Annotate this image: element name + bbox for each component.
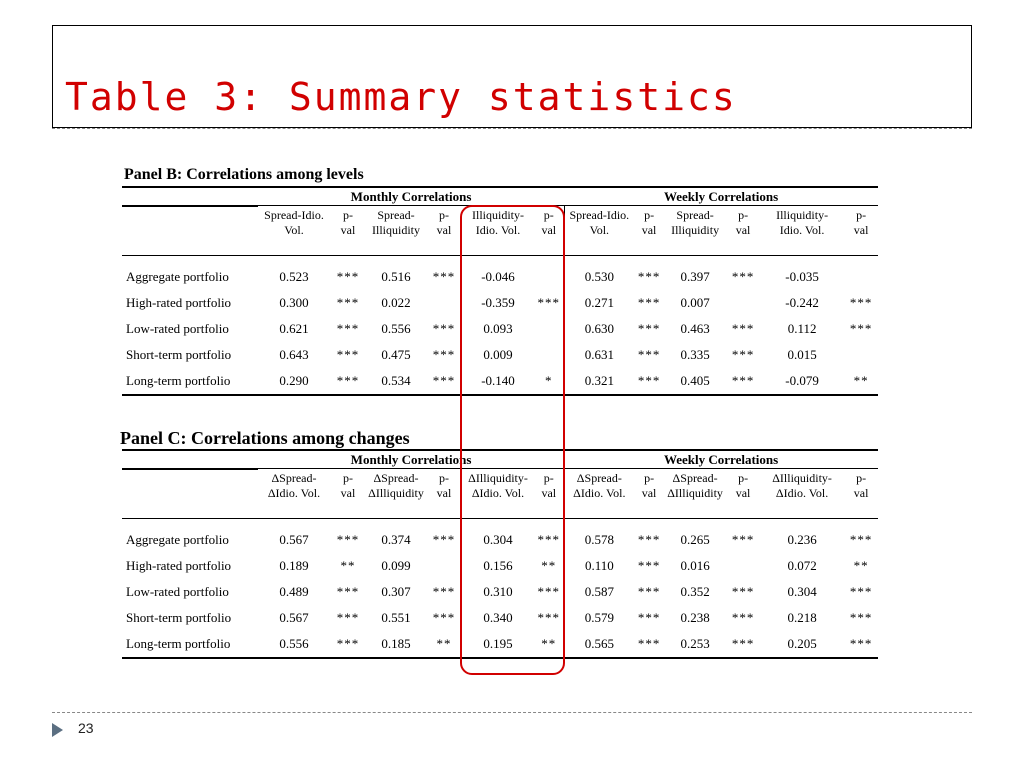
significance-cell: *** (634, 631, 664, 658)
value-cell: 0.630 (564, 316, 634, 342)
value-cell: 0.340 (483, 609, 513, 625)
value-cell: 0.218 (787, 609, 817, 625)
significance-cell: *** (537, 294, 561, 310)
column-header (366, 206, 426, 256)
column-header-line: Vol. (284, 223, 304, 237)
significance-cell: *** (637, 346, 661, 362)
value-cell: 0.578 (564, 527, 634, 553)
significance-cell: *** (637, 557, 661, 573)
value-cell: 0.112 (787, 320, 817, 336)
column-header-line: p- (439, 208, 449, 222)
significance-cell (844, 264, 878, 290)
column-header (564, 469, 634, 519)
significance-cell: *** (432, 531, 456, 547)
value-cell: 0.290 (258, 368, 330, 395)
value-cell: 0.516 (381, 268, 411, 284)
significance-cell: *** (849, 583, 873, 599)
column-header-line: ΔSpread- (271, 471, 317, 485)
column-header-line: val (735, 223, 751, 237)
significance-cell: ** (340, 557, 356, 573)
significance-cell: ** (426, 631, 462, 658)
significance-cell (726, 553, 760, 579)
column-header (426, 206, 462, 256)
value-cell: 0.304 (483, 531, 513, 547)
column-header-line: Idio. Vol. (475, 223, 521, 237)
significance-cell: *** (432, 268, 456, 284)
value-cell: 0.022 (381, 294, 411, 310)
significance-cell: *** (336, 294, 360, 310)
significance-cell: *** (731, 531, 755, 547)
footer-divider (52, 712, 972, 713)
row-label: Long-term portfolio (122, 368, 258, 395)
slide-title: Table 3: Summary statistics (65, 75, 737, 119)
significance-cell: ** (853, 557, 869, 573)
column-header-line: p- (738, 208, 749, 222)
column-header (760, 469, 844, 519)
row-label: Low-rated portfolio (126, 583, 229, 599)
significance-cell: *** (336, 609, 360, 625)
significance-cell: *** (637, 583, 661, 599)
column-header (330, 469, 366, 519)
significance-cell: *** (537, 531, 561, 547)
column-header (564, 206, 634, 256)
value-cell: 0.271 (564, 290, 634, 316)
significance-cell: *** (336, 320, 360, 336)
value-cell: 0.253 (664, 631, 726, 658)
significance-cell: *** (330, 631, 366, 658)
significance-cell: *** (336, 583, 360, 599)
column-header-line: p- (543, 471, 554, 485)
highlight-box (460, 205, 565, 675)
significance-cell: *** (432, 320, 456, 336)
value-cell: 0.405 (664, 368, 726, 395)
column-header-line: ΔIdio. Vol. (775, 486, 829, 500)
column-header-line: val (436, 486, 452, 500)
significance-cell: *** (726, 631, 760, 658)
column-header-line: Spread-Idio. (264, 208, 324, 222)
value-cell: 0.587 (564, 579, 634, 605)
panel-b-title: Panel B: Correlations among levels (124, 166, 364, 183)
significance-cell: *** (537, 583, 561, 599)
significance-cell: *** (336, 268, 360, 284)
value-cell: 0.489 (279, 583, 309, 599)
column-header-line: val (853, 223, 869, 237)
column-header-line: Illiquidity- (776, 208, 829, 222)
column-header-line: p- (856, 208, 867, 222)
value-cell: 0.093 (483, 320, 513, 336)
significance-cell: *** (731, 320, 755, 336)
significance-cell (426, 290, 462, 316)
page-number: 23 (78, 720, 94, 736)
column-header-line: val (641, 223, 657, 237)
value-cell: 0.523 (279, 268, 309, 284)
column-header-line: p- (543, 208, 554, 222)
column-header-line: val (735, 486, 751, 500)
column-header (760, 206, 844, 256)
value-cell: 0.310 (483, 583, 513, 599)
value-cell: -0.035 (785, 268, 819, 284)
panel-c-group-weekly: Weekly Correlations (564, 450, 878, 469)
significance-cell: *** (849, 531, 873, 547)
significance-cell: *** (731, 268, 755, 284)
significance-cell: *** (637, 268, 661, 284)
column-header-line: val (340, 223, 356, 237)
column-header-line: Spread- (676, 208, 714, 222)
value-cell: 0.205 (760, 631, 844, 658)
row-label: Long-term portfolio (122, 631, 258, 658)
significance-cell: *** (849, 609, 873, 625)
value-cell: 0.195 (462, 631, 534, 658)
row-label: Aggregate portfolio (126, 531, 229, 547)
value-cell: 0.352 (680, 583, 710, 599)
significance-cell: *** (726, 368, 760, 395)
column-header-line: Illiquidity (372, 223, 420, 237)
column-header (726, 469, 760, 519)
title-box (52, 25, 972, 128)
value-cell: 0.463 (680, 320, 710, 336)
row-label: Low-rated portfolio (126, 320, 229, 336)
value-cell: 0.565 (564, 631, 634, 658)
value-cell: 0.321 (564, 368, 634, 395)
column-header (634, 469, 664, 519)
column-header-line: p- (343, 471, 353, 485)
significance-cell: *** (336, 531, 360, 547)
column-header (330, 206, 366, 256)
page-arrow-icon (52, 723, 63, 737)
column-header-line: val (541, 223, 557, 237)
significance-cell: *** (849, 320, 873, 336)
value-cell: 0.300 (279, 294, 309, 310)
column-header-line: p- (644, 208, 655, 222)
column-header (664, 206, 726, 256)
value-cell: 0.534 (366, 368, 426, 395)
significance-cell: * (534, 368, 564, 395)
column-header-line: p- (343, 208, 353, 222)
value-cell: 0.567 (279, 531, 309, 547)
value-cell: 0.236 (787, 531, 817, 547)
column-header-line: ΔIlliquidity- (468, 471, 528, 485)
column-header-line: p- (439, 471, 449, 485)
column-header-line: p- (644, 471, 655, 485)
column-header-line: ΔSpread- (576, 471, 622, 485)
value-cell: 0.015 (787, 346, 817, 362)
significance-cell: *** (432, 346, 456, 362)
value-cell: 0.631 (564, 342, 634, 368)
significance-cell: *** (634, 368, 664, 395)
column-header (258, 469, 330, 519)
significance-cell: *** (637, 320, 661, 336)
panel-b-group-weekly: Weekly Correlations (564, 187, 878, 206)
column-header-line: val (436, 223, 452, 237)
column-header-line: val (853, 486, 869, 500)
value-cell: 0.307 (381, 583, 411, 599)
value-cell: 0.007 (680, 294, 710, 310)
value-cell: 0.530 (564, 264, 634, 290)
value-cell: -0.242 (785, 294, 819, 310)
column-header-line: val (641, 486, 657, 500)
column-header (366, 469, 426, 519)
significance-cell: *** (637, 609, 661, 625)
column-header-line: Vol. (589, 223, 610, 237)
column-header-line: ΔIdio. Vol. (471, 486, 525, 500)
value-cell: -0.140 (462, 368, 534, 395)
significance-cell: *** (432, 583, 456, 599)
panel-c-title: Panel C: Correlations among changes (120, 428, 410, 448)
value-cell: 0.397 (680, 268, 710, 284)
column-header (844, 206, 878, 256)
column-header (664, 469, 726, 519)
significance-cell: *** (537, 609, 561, 625)
panel-b-group-monthly: Monthly Correlations (258, 187, 564, 206)
value-cell: 0.156 (483, 557, 513, 573)
column-header-line: Illiquidity (671, 223, 720, 237)
value-cell: -0.359 (481, 294, 515, 310)
significance-cell (426, 553, 462, 579)
column-header-line: Spread- (377, 208, 415, 222)
column-header (726, 206, 760, 256)
row-label: High-rated portfolio (126, 557, 232, 573)
value-cell: 0.374 (381, 531, 411, 547)
column-header-line: ΔSpread- (373, 471, 419, 485)
column-header (426, 469, 462, 519)
row-label: Short-term portfolio (126, 609, 232, 625)
column-header-line: p- (738, 471, 749, 485)
column-header-line: Spread-Idio. (569, 208, 630, 222)
row-label: Short-term portfolio (126, 346, 232, 362)
column-header-line: ΔIlliquidity (667, 486, 723, 500)
significance-cell: ** (534, 631, 564, 658)
value-cell: 0.099 (381, 557, 411, 573)
value-cell: 0.567 (279, 609, 309, 625)
value-cell: 0.556 (381, 320, 411, 336)
value-cell: 0.072 (787, 557, 817, 573)
significance-cell: *** (731, 609, 755, 625)
row-label: Aggregate portfolio (126, 268, 229, 284)
value-cell: 0.556 (258, 631, 330, 658)
value-cell: 0.009 (483, 346, 513, 362)
column-header-line: Idio. Vol. (779, 223, 825, 237)
value-cell: 0.643 (279, 346, 309, 362)
value-cell: 0.475 (381, 346, 411, 362)
significance-cell: *** (844, 631, 878, 658)
column-header-line: Illiquidity- (472, 208, 524, 222)
significance-cell: *** (849, 294, 873, 310)
column-header-line: ΔIlliquidity (368, 486, 424, 500)
title-divider (52, 128, 972, 129)
value-cell: 0.238 (680, 609, 710, 625)
value-cell: 0.304 (787, 583, 817, 599)
value-cell: -0.079 (760, 368, 844, 395)
significance-cell (844, 342, 878, 368)
column-header-line: ΔIdio. Vol. (267, 486, 321, 500)
value-cell: 0.335 (680, 346, 710, 362)
significance-cell: ** (844, 368, 878, 395)
value-cell: 0.110 (564, 553, 634, 579)
significance-cell: ** (541, 557, 557, 573)
column-header-line: ΔIlliquidity- (772, 471, 832, 485)
value-cell: 0.189 (279, 557, 309, 573)
row-label: High-rated portfolio (126, 294, 232, 310)
significance-cell: *** (637, 531, 661, 547)
significance-cell: *** (637, 294, 661, 310)
column-header-line: ΔIdio. Vol. (573, 486, 626, 500)
value-cell: 0.185 (366, 631, 426, 658)
significance-cell: *** (432, 609, 456, 625)
column-header-line: p- (856, 471, 867, 485)
column-header-line: val (340, 486, 356, 500)
value-cell: 0.551 (381, 609, 411, 625)
value-cell: -0.046 (481, 268, 515, 284)
significance-cell: *** (731, 346, 755, 362)
column-header-line: val (541, 486, 557, 500)
value-cell: 0.621 (279, 320, 309, 336)
panel-c-group-monthly: Monthly Correlations (258, 450, 564, 469)
value-cell: 0.265 (680, 531, 710, 547)
significance-cell: *** (336, 346, 360, 362)
significance-cell: *** (330, 368, 366, 395)
column-header (844, 469, 878, 519)
significance-cell (726, 290, 760, 316)
significance-cell: *** (731, 583, 755, 599)
column-header (634, 206, 664, 256)
column-header-line: ΔSpread- (672, 471, 718, 485)
column-header (258, 206, 330, 256)
significance-cell: *** (426, 368, 462, 395)
value-cell: 0.579 (564, 605, 634, 631)
value-cell: 0.016 (680, 557, 710, 573)
